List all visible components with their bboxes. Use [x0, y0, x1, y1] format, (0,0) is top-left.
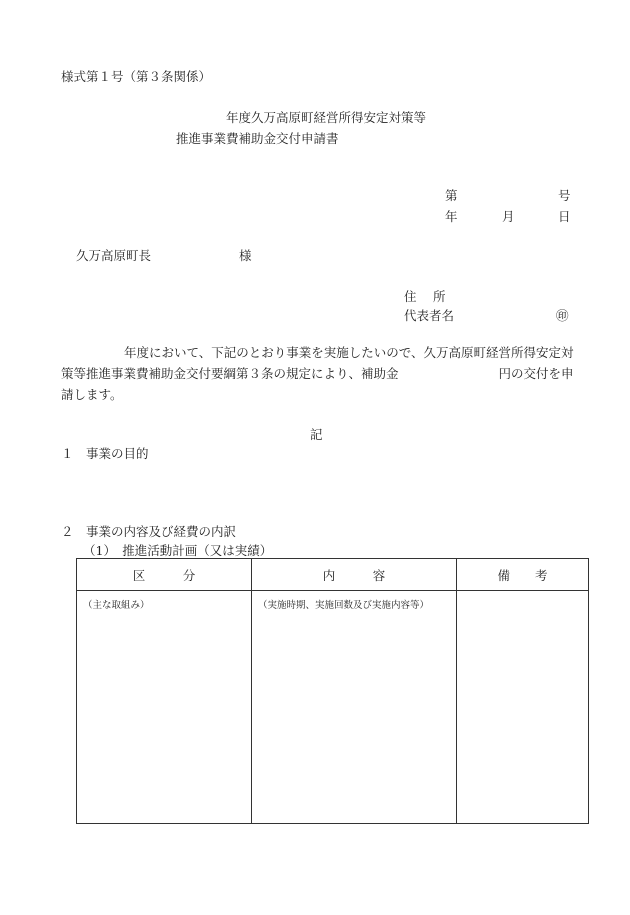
date-day: 日 — [558, 209, 571, 224]
cell-note-main-efforts: （主な取組み） — [83, 600, 150, 611]
cell-note-remarks — [457, 591, 588, 597]
table-row — [77, 591, 589, 824]
table-header-row — [77, 559, 589, 591]
ki-heading: 記 — [310, 427, 323, 442]
doc-number-dai: 第 — [445, 188, 458, 203]
activity-plan-table — [76, 558, 589, 824]
doc-number-go: 号 — [558, 188, 571, 203]
title-line-1: 年度久万高原町経営所得安定対策等 — [226, 110, 427, 125]
applicant-address-label: 住 所 — [404, 289, 446, 304]
section-1-heading: １ 事業の目的 — [61, 446, 149, 461]
cell-category[interactable] — [77, 591, 252, 824]
subsection-1-heading: （1） 推進活動計画（又は実績） — [83, 543, 273, 558]
date-month: 月 — [502, 209, 515, 224]
application-body-text: 年度において、下記のとおり事業を実施したいので、久万高原町経営所得安定対策等推進事業費補助金交付要綱第３条の規定により、補助金 円の交付を申請します。 — [61, 345, 574, 402]
addressee-name: 久万高原町長 — [76, 248, 152, 263]
cell-remarks[interactable] — [457, 591, 589, 824]
applicant-rep-label: 代表者名 — [404, 308, 455, 323]
date-year: 年 — [445, 209, 458, 224]
header-remarks: 備 考 — [457, 559, 589, 591]
addressee-honorific: 様 — [239, 248, 252, 263]
section-2-heading: ２ 事業の内容及び経費の内訳 — [61, 524, 237, 539]
seal-mark: ㊞ — [556, 308, 569, 323]
title-line-2: 推進事業費補助金交付申請書 — [176, 131, 339, 146]
form-number: 様式第１号（第３条関係） — [61, 69, 212, 84]
header-content: 内 容 — [252, 559, 457, 591]
cell-content[interactable] — [252, 591, 457, 824]
cell-note-implementation: （実施時期、実施回数及び実施内容等） — [258, 600, 430, 611]
header-category: 区 分 — [77, 559, 252, 591]
